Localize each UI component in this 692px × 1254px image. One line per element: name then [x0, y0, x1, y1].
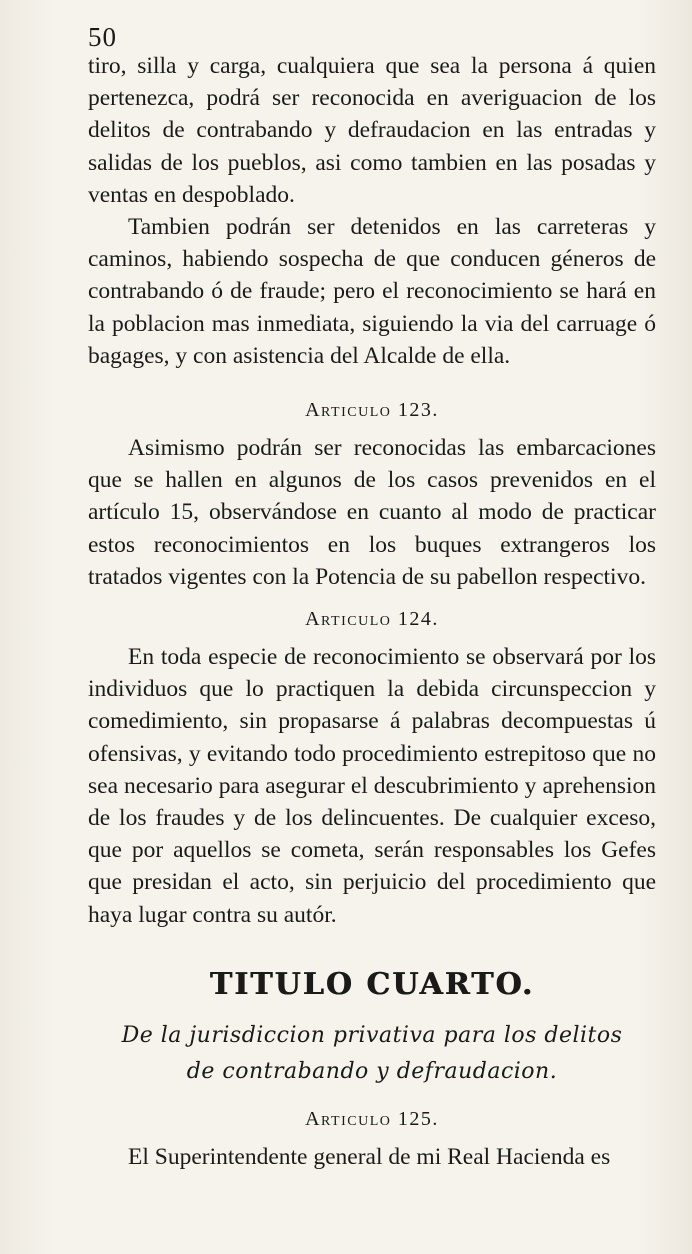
section-subtitle-line-1: De la jurisdiccion privativa para los delitos — [121, 1022, 623, 1048]
section-title: TITULO CUARTO. — [209, 966, 535, 1002]
page-body — [88, 50, 656, 1173]
paragraph-5: El Superintendente general de mi Real Hacienda es — [128, 1143, 611, 1170]
paragraph-3: Asimismo podrán ser reconocidas las embarcaciones que se hallen en algunos de los casos prevenidos en el artículo 15, observándose en cuanto al modo de practicar estos reconocimientos en los buques extrangeros los tratados vigentes con la Potencia de su pabellon respectivo. — [88, 435, 656, 590]
paragraph-2: Tambien podrán ser detenidos en las carreteras y caminos, habiendo sospecha de que conducen géneros de contrabando ó de fraude; pero el reconocimiento se hará en la poblacion mas inmediata, siguiendo la via del carruage ó bagages, y con asistencia del Alcalde de ella. — [88, 214, 656, 369]
paragraph-4: En toda especie de reconocimiento se observará por los individuos que lo practiquen la debida circunspeccion y comedimiento, sin propasarse á palabras decompuestas ú ofensivas, y evitando todo procedimiento estrepitoso que no sea necesario para asegurar el descubrimiento y aprehension de los fraudes y de los delincuentes. De cualquier exceso, que por aquellos se cometa, serán responsables los Gefes que presidan el acto, sin perjuicio del procedimiento que haya lugar contra su autór. — [88, 644, 656, 928]
article-heading-125: Articulo 125. — [305, 1107, 439, 1130]
article-heading-124: Articulo 124. — [305, 608, 439, 631]
article-heading-123: Articulo 123. — [305, 399, 439, 422]
paragraph-1: tiro, silla y carga, cualquiera que sea la persona á quien pertenezca, podrá ser reconocida en averiguacion de los delitos de contrabando y defraudacion en las entradas y salidas de los pueblos, asi como tambien en las posadas y ventas en despoblado. — [88, 53, 656, 208]
section-subtitle-line-2: de contrabando y defraudacion. — [186, 1058, 558, 1084]
page-number: 50 — [88, 22, 117, 52]
